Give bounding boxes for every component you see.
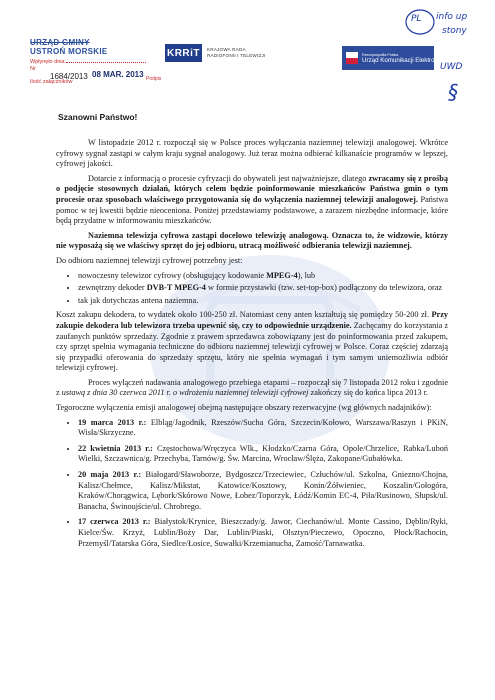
uke-logo-block: [342, 46, 454, 70]
list-item: • 17 czerwca 2013 r.: Białystok/Krynice, Bieszczady/g. Jawor, Ciechanów/ul. Monte Cassino, Dęblin/Ryki, Kielce/Św. Krzyż, Lublin/Boży Dar, Lublin/Piaski, Olsztyn/Pieczewo, Opoczno, Płock/Rachocin, Przemyśl/Tatarska Góra, Siedlce/Łosice, Suwałki/Krzemianucha, Zamość/Tarnawatka.: [78, 517, 448, 549]
list-item: • nowoczesny telewizor cyfrowy (obsługujący kodowanie MPEG-4), lub: [78, 271, 448, 282]
received-stamp: [30, 38, 160, 86]
krrit-logo-block: [165, 44, 265, 62]
stamp-office-line1: URZĄD GMINY: [30, 38, 90, 47]
shutdown-dates-list: [56, 418, 448, 550]
list-item: • tak jak dotychczas antena naziemna.: [78, 296, 448, 307]
paragraph-5: Koszt zakupu dekodera, to wydatek około 100-250 zł. Natomiast ceny anten kształtują się pomiędzy 50-200 zł. Przy zakupie dekodera lub telewizora trzeba upewnić się, czy to odpowiednie urządzenie. Zachęcamy do korzystania z zaufanych punktów sprzedaży. Zgodnie z prawem sprzedawca zobowiązany jest do poinformowania przed zakupem, czy sprzęt spełnia wymagania techniczne do odbioru naziemnej telewizji cyfrowej w Polsce. Coraz częściej zdarzają się przypadki oferowania do sprzedaży sprzętu, który nie spełnia wymagań i tym samym uniemożliwia odbiór telewizji cyfrowej.: [56, 310, 448, 373]
letter-body: [56, 138, 448, 554]
stamp-office-line2: USTROŃ MORSKIE: [30, 47, 108, 56]
krrit-logo: KRRiT: [165, 44, 202, 62]
requirements-list: [56, 271, 448, 307]
eagle-emblem-icon: [346, 52, 358, 64]
list-item: • zewnętrzny dekoder DVB-T MPEG-4 w formie przystawki (tzw. set-top-box) podłączony do telewizora, oraz: [78, 283, 448, 294]
paragraph-3: Naziemna telewizja cyfrowa zastąpi docelowo telewizję analogową. Oznacza to, że widzowie, którzy nie wyposażą się we właściwy sprzęt do jej odbioru, utracą możliwość odbierania telewizji naziemnej.: [56, 230, 448, 251]
stamp-attachments-label: Ilość załączników: [30, 79, 73, 85]
salutation: Szanowni Państwo!: [58, 112, 138, 122]
list-item: • 20 maja 2013 r.: Białogard/Sławoborze, Bydgoszcz/Trzeciewiec, Człuchów/ul. Szkolna, Gniezno/Chojna, Kalisz/Chełmce, Kalisz/Mikstat, Katowice/Kosztowy, Konin/Żółwieniec, Koszalin/Gołogóra, Kraków/Chorągwica, Lębork/Skórowo Nowe, Łobez/Toporzyk, Łódź/Komin EC-4, Piła/Rusinowo, Słupsk/ul. Banacha, Świnoujście/ul. Chrobrego.: [78, 470, 448, 512]
uke-top-line: Rzeczpospolita Polska: [362, 52, 399, 57]
paragraph-4: Do odbioru naziemnej telewizji cyfrowej potrzebny jest:: [56, 255, 243, 265]
handwritten-initials: PL: [411, 14, 422, 24]
uke-name: Urząd Komunikacji Elektronicznej: [362, 56, 454, 64]
stamp-nr-value: 1684/2013: [50, 72, 88, 81]
paragraph-7: Tegoroczne wyłączenia emisji analogowej obejmą następujące obszary rezerwacyjne (wg głównych nadajników):: [56, 403, 432, 413]
krrit-name-line2: RADIOFONII I TELEWIZJI: [207, 53, 266, 58]
handwritten-signature: §: [448, 80, 458, 104]
paragraph-6: Proces wyłączeń nadawania analogowego przebiega etapami – rozpoczął się 7 listopada 2012 roku i zgodnie z ustawą z dnia 30 czerwca 2011 r. o wdrożeniu naziemnej telewizji cyfrowej zakończy się do końca lipca 2013 r.: [56, 377, 448, 398]
krrit-name-line1: KRAJOWA RADA: [207, 47, 246, 52]
list-item: • 19 marca 2013 r.: Elbląg/Jagodnik, Rzeszów/Sucha Góra, Szczecin/Kołowo, Warszawa/Raszyn i PKiN, Wisła/Skrzyczne.: [78, 418, 448, 439]
paragraph-1: W listopadzie 2012 r. rozpoczął się w Polsce proces wyłączania naziemnej telewizji analogowej. Wkrótce cyfrowy sygnał zastąpi w całym kraju sygnał analogowy. Już teraz można odbierać kilkanaście programów w lepszej, cyfrowej jakości.: [56, 138, 448, 169]
stamp-nr-label: Nr: [30, 66, 36, 72]
stamp-received-label: Wpłynęło dnia: [30, 59, 65, 65]
paragraph-2: Dotarcie z informacją o procesie cyfryzacji do obywateli jest najważniejsze, dlatego zwracamy się z prośbą o podjęcie stosownych działań, których celem będzie poinformowanie mieszkańców Państwa gmin o tym procesie oraz sposobach właściwego przygotowania się do wyłączenia naziemnej telewizji analogowej. Państwa pomoc w tej kwestii będzie nieoceniona. Poniżej przedstawiamy podstawowe, a zarazem niezbędne informacje, które będą przydatne w informowaniu mieszkańców.: [56, 173, 448, 226]
list-item: • 22 kwietnia 2013 r.: Częstochowa/Wręczyca Wlk., Kłodzko/Czarna Góra, Opole/Chrzelice, Rabka/Luboń Wielki, Szczawnica/g. Przechyba, Tarnów/g. Św. Marcina, Wrocław/Ślęża, Zakopane/Gubałówka.: [78, 444, 448, 465]
handwritten-note-1: info up: [436, 12, 468, 22]
handwritten-note-2: stony: [442, 26, 467, 36]
stamp-sign-label: Podpis: [146, 76, 162, 82]
stamp-date: 08 MAR. 2013: [92, 70, 144, 79]
handwritten-note-3: UWD: [440, 62, 463, 72]
